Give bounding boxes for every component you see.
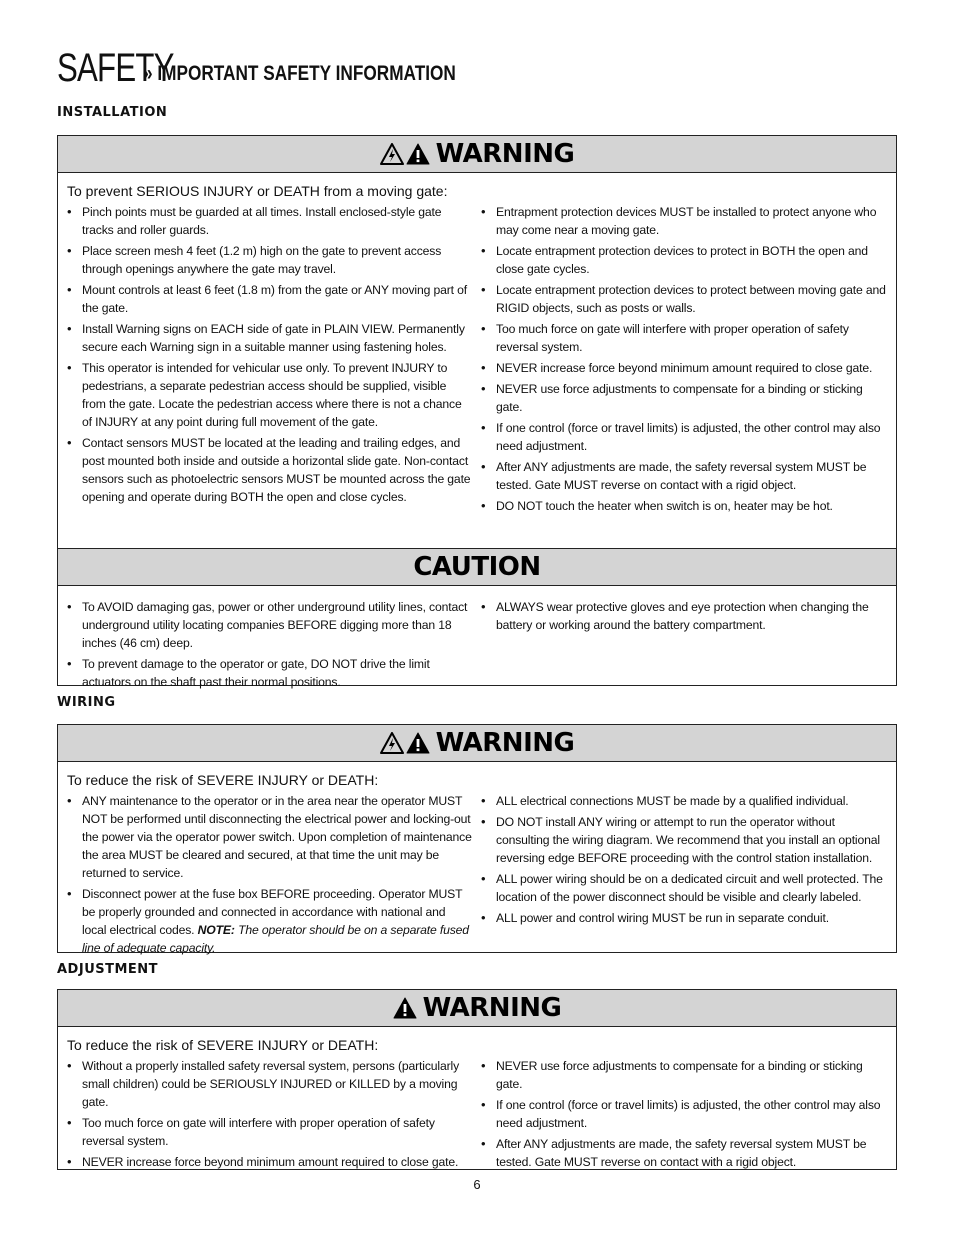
list-item: • Too much force on gate will interfere with proper operation of safety reversal system. <box>481 320 886 356</box>
warning-triangle-icon <box>393 997 417 1019</box>
electric-hazard-triangle-icon <box>380 143 404 165</box>
list-item: • ALL power wiring should be on a dedicated circuit and well protected. The location of the power disconnect should be visible and clearly labeled. <box>481 870 886 906</box>
adjustment-warning-box <box>57 989 897 1170</box>
warning-intro: To reduce the risk of SEVERE INJURY or DEATH: <box>67 1037 379 1053</box>
note-text: The operator should be on a separate fused line of adequate capacity. <box>82 923 469 955</box>
page-subtitle: » IMPORTANT SAFETY INFORMATION <box>143 62 456 85</box>
wiring-warning-box <box>57 724 897 953</box>
page-title: SAFETY <box>57 46 174 90</box>
installation-warning-box <box>57 135 897 689</box>
warning-intro: To prevent SERIOUS INJURY or DEATH from a moving gate: <box>67 183 448 199</box>
list-item: • Without a properly installed safety reversal system, persons (particularly small children) could be SERIOUSLY INJURED or KILLED by a moving gate. <box>67 1057 472 1111</box>
list-item: • DO NOT touch the heater when switch is on, heater may be hot. <box>481 497 886 515</box>
warning-intro: To reduce the risk of SEVERE INJURY or DEATH: <box>67 772 379 788</box>
section-title-wiring: WIRING <box>57 695 116 710</box>
left-column <box>67 792 472 960</box>
page-number: 6 <box>473 1177 481 1192</box>
list-item: • Contact sensors MUST be located at the leading and trailing edges, and post mounted both inside and outside a horizontal slide gate. Non-contact sensors such as photoelectric sensors MUST be mounted across the gate opening and operate during BOTH the open and close cycles. <box>67 434 472 506</box>
list-item: • ALWAYS wear protective gloves and eye protection when changing the battery or working around the battery compartment. <box>481 598 886 634</box>
list-item <box>67 885 472 957</box>
list-item: • ALL electrical connections MUST be made by a qualified individual. <box>481 792 886 810</box>
caution-label: CAUTION <box>413 552 541 582</box>
list-item: • This operator is intended for vehicular use only. To prevent INJURY to pedestrians, a separate pedestrian access should be supplied, visible from the gate. Locate the pedestrian access where there is not a chance of INJURY at any point during full movement of the gate. <box>67 359 472 431</box>
warning-label: WARNING <box>435 728 575 758</box>
list-item: • NEVER increase force beyond minimum amount required to close gate. <box>481 359 886 377</box>
list-item: • NEVER use force adjustments to compensate for a binding or sticking gate. <box>481 380 886 416</box>
list-item: • If one control (force or travel limits) is adjusted, the other control may also need adjustment. <box>481 1096 886 1132</box>
right-column <box>481 203 886 518</box>
adjustment-warning-body <box>58 1027 896 1186</box>
list-item: • Too much force on gate will interfere with proper operation of safety reversal system. <box>67 1114 472 1150</box>
installation-caution-body <box>58 586 896 706</box>
list-item: • Locate entrapment protection devices to protect in BOTH the open and close gate cycles. <box>481 242 886 278</box>
electric-hazard-triangle-icon <box>380 732 404 754</box>
list-item: • If one control (force or travel limits) is adjusted, the other control may also need adjustment. <box>481 419 886 455</box>
list-item: • To AVOID damaging gas, power or other underground utility lines, contact underground utility locating companies BEFORE digging more than 18 inches (46 cm) deep. <box>67 598 472 652</box>
right-column <box>481 792 886 960</box>
list-item: • DO NOT install ANY wiring or attempt to run the operator without consulting the wiring diagram. We recommend that you install an optional reversing edge BEFORE proceeding with the control station installation. <box>481 813 886 867</box>
section-title-adjustment: ADJUSTMENT <box>57 962 159 977</box>
warning-triangle-icon <box>406 732 430 754</box>
list-item: • To prevent damage to the operator or gate, DO NOT drive the limit actuators on the shaft past their normal positions. <box>67 655 472 691</box>
warning-bar <box>58 725 896 762</box>
right-column <box>481 598 886 694</box>
warning-icons <box>380 143 430 165</box>
left-column <box>67 203 472 518</box>
list-item: • ANY maintenance to the operator or in the area near the operator MUST NOT be performed until disconnecting the electrical power and locking-out the power via the operator power switch. Upon completion of maintenance the area MUST be cleared and secured, at that time the unit may be returned to service. <box>67 792 472 882</box>
left-column <box>67 598 472 694</box>
warning-icons <box>393 997 417 1019</box>
list-item: • After ANY adjustments are made, the safety reversal system MUST be tested. Gate MUST reverse on contact with a rigid object. <box>481 1135 886 1171</box>
list-item: • After ANY adjustments are made, the safety reversal system MUST be tested. Gate MUST reverse on contact with a rigid object. <box>481 458 886 494</box>
list-item: • Locate entrapment protection devices to protect between moving gate and RIGID objects, such as posts or walls. <box>481 281 886 317</box>
warning-label: WARNING <box>422 993 562 1023</box>
note-label: NOTE: <box>197 923 235 937</box>
warning-label: WARNING <box>435 139 575 169</box>
list-item: • Install Warning signs on EACH side of gate in PLAIN VIEW. Permanently secure each Warning sign in a suitable manner using fastening holes. <box>67 320 472 356</box>
list-item: • NEVER use force adjustments to compensate for a binding or sticking gate. <box>481 1057 886 1093</box>
section-title-installation: INSTALLATION <box>57 105 168 120</box>
list-item: • Entrapment protection devices MUST be installed to protect anyone who may come near a moving gate. <box>481 203 886 239</box>
list-item: • Place screen mesh 4 feet (1.2 m) high on the gate to prevent access through openings anywhere the gate may travel. <box>67 242 472 278</box>
list-item-text: Disconnect power at the fuse box BEFORE proceeding. Operator MUST be properly grounded and connected in accordance with national and local electrical codes. <box>82 887 463 937</box>
installation-warning-body <box>58 173 896 548</box>
list-item: • ALL power and control wiring MUST be run in separate conduit. <box>481 909 886 927</box>
right-column <box>481 1057 886 1174</box>
warning-triangle-icon <box>406 143 430 165</box>
warning-bar <box>58 136 896 173</box>
caution-bar <box>58 548 896 586</box>
warning-bar <box>58 990 896 1027</box>
list-item: • NEVER increase force beyond minimum amount required to close gate. <box>67 1153 472 1171</box>
page-header <box>57 46 456 90</box>
left-column <box>67 1057 472 1174</box>
list-item: • Mount controls at least 6 feet (1.8 m) from the gate or ANY moving part of the gate. <box>67 281 472 317</box>
warning-icons <box>380 732 430 754</box>
wiring-warning-body <box>58 762 896 972</box>
list-item: • Pinch points must be guarded at all times. Install enclosed-style gate tracks and roller guards. <box>67 203 472 239</box>
